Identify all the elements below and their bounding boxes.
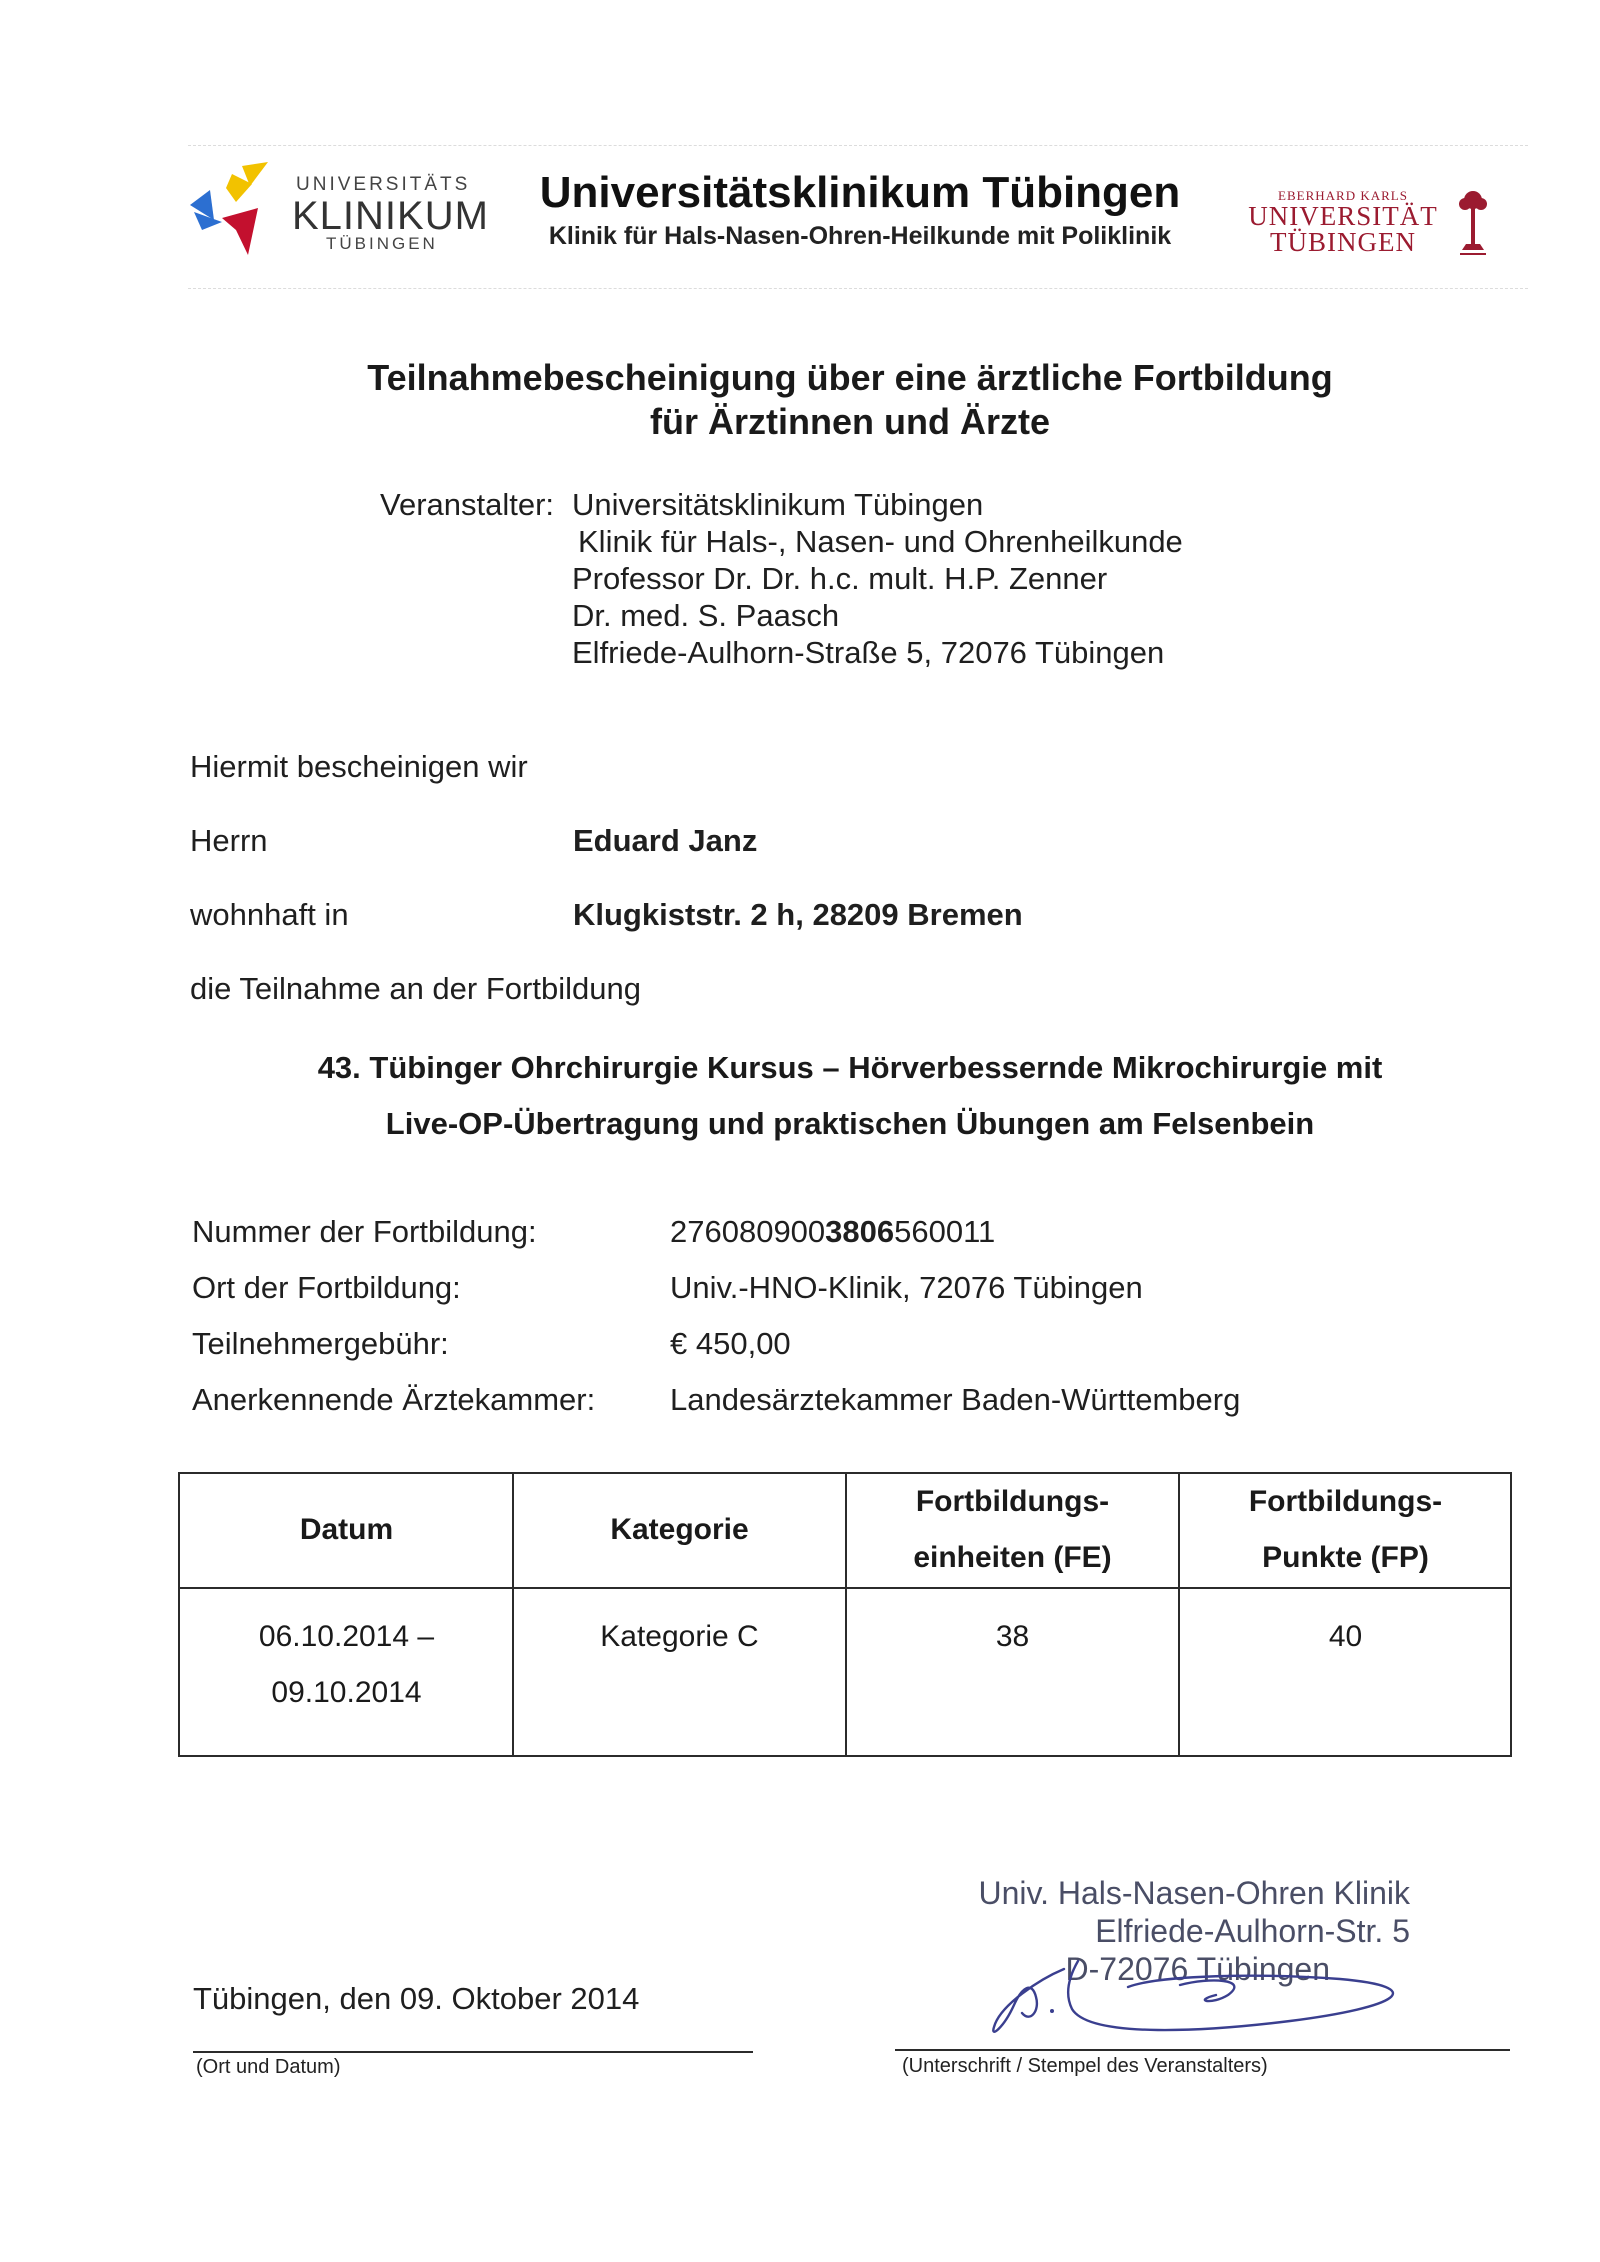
handwritten-signature: [960, 1935, 1420, 2045]
detail-label: Ort der Fortbildung:: [192, 1270, 461, 1305]
table-header-text: Fortbildungs-: [915, 1485, 1110, 1518]
klinikum-logo-line2: KLINIKUM: [292, 194, 489, 238]
detail-value: Univ.-HNO-Klinik, 72076 Tübingen: [670, 1270, 1143, 1305]
place-date: Tübingen, den 09. Oktober 2014: [193, 1981, 640, 2016]
universitaet-logo-line2: UNIVERSITÄT: [1248, 201, 1438, 231]
organizer-line: Dr. med. S. Paasch: [572, 598, 840, 633]
course-title-line2: Live-OP-Übertragung und praktischen Übungen am Felsenbein: [385, 1106, 1315, 1141]
stamp-line: D-72076 Tübingen: [1065, 1951, 1330, 1987]
header-top-rule: [188, 145, 1528, 146]
document-title: [200, 356, 1500, 444]
organizer-label: Veranstalter:: [380, 487, 555, 522]
table-header-text: Punkte (FP): [1262, 1541, 1429, 1574]
header-title: Universitätsklinikum Tübingen: [539, 168, 1181, 217]
table-header-datum: [180, 1502, 513, 1558]
participant-address: Klugkiststr. 2 h, 28209 Bremen: [573, 897, 1023, 932]
detail-label: Nummer der Fortbildung:: [192, 1214, 537, 1249]
table-header-fp: [1179, 1474, 1512, 1586]
course-title-line1: 43. Tübinger Ohrchirurgie Kursus – Hörverbessernde Mikrochirurgie mit: [317, 1050, 1383, 1085]
points-table: [178, 1472, 1512, 1757]
header-bottom-rule: [188, 288, 1528, 289]
table-header-text: Fortbildungs-: [1248, 1485, 1443, 1518]
organizer-line: Professor Dr. Dr. h.c. mult. H.P. Zenner: [572, 561, 1108, 596]
place-date-line: [193, 2051, 753, 2053]
course-title: [200, 1040, 1500, 1152]
table-cell-text: 06.10.2014 –: [258, 1620, 435, 1653]
table-cell-date: [180, 1609, 513, 1721]
klinikum-logo-line3: TÜBINGEN: [326, 234, 438, 253]
klinikum-logo: [188, 160, 489, 260]
palm-tree-icon: [1456, 188, 1490, 258]
course-number: [670, 1213, 995, 1250]
table-cell-fp: 40: [1328, 1620, 1363, 1653]
detail-label: Anerkennende Ärztekammer:: [192, 1382, 596, 1417]
stamp-line: Univ. Hals-Nasen-Ohren Klinik: [978, 1875, 1410, 1911]
document-title-line2: für Ärztinnen und Ärzte: [650, 401, 1050, 442]
table-header-fe: [846, 1474, 1179, 1586]
universitaet-logo-line1: EBERHARD KARLS: [1278, 188, 1408, 203]
detail-value: Landesärztekammer Baden-Württemberg: [670, 1382, 1241, 1417]
header-subtitle: Klinik für Hals-Nasen-Ohren-Heilkunde mit Poliklinik: [548, 222, 1172, 250]
course-number-part: 56: [894, 1214, 929, 1249]
table-header-text: Datum: [299, 1513, 394, 1546]
table-cell-text: 09.10.2014: [271, 1676, 422, 1709]
certification-intro: Hiermit bescheinigen wir: [190, 749, 528, 784]
participant-name: Eduard Janz: [573, 823, 758, 858]
participation-text: die Teilnahme an der Fortbildung: [190, 971, 641, 1006]
universitaet-logo: [1238, 188, 1498, 268]
organizer-line: Klinik für Hals-, Nasen- und Ohrenheilkunde: [578, 524, 1183, 559]
organizer-line: Elfriede-Aulhorn-Straße 5, 72076 Tübingen: [572, 635, 1165, 670]
stamp-line: Elfriede-Aulhorn-Str. 5: [1095, 1913, 1410, 1949]
signature-line: [895, 2049, 1510, 2051]
table-divider: [180, 1587, 1510, 1589]
salutation-label: Herrn: [190, 823, 268, 858]
detail-value: € 450,00: [670, 1326, 791, 1361]
detail-label: Teilnehmergebühr:: [192, 1326, 449, 1361]
residence-label: wohnhaft in: [190, 897, 349, 932]
klinikum-logo-mark: [188, 160, 268, 260]
klinikum-logo-line1: UNIVERSITÄTS: [296, 174, 471, 195]
table-cell-category: Kategorie C: [600, 1620, 759, 1653]
document-title-line1: Teilnahmebescheinigung über eine ärztliche Fortbildung: [367, 357, 1333, 398]
table-header-text: einheiten (FE): [913, 1541, 1112, 1574]
place-date-caption: (Ort und Datum): [196, 2056, 341, 2078]
signature-caption: (Unterschrift / Stempel des Veranstalters): [902, 2055, 1268, 2077]
course-number-part: 3806: [825, 1214, 895, 1249]
table-header-text: Kategorie: [610, 1513, 749, 1546]
course-number-part: 276080900: [670, 1214, 826, 1249]
organizer-line: Universitätsklinikum Tübingen: [572, 487, 984, 522]
table-cell-fe: 38: [995, 1620, 1030, 1653]
universitaet-logo-line3: TÜBINGEN: [1270, 227, 1416, 257]
table-header-kategorie: [513, 1502, 846, 1558]
course-number-part: 0011: [928, 1214, 996, 1249]
